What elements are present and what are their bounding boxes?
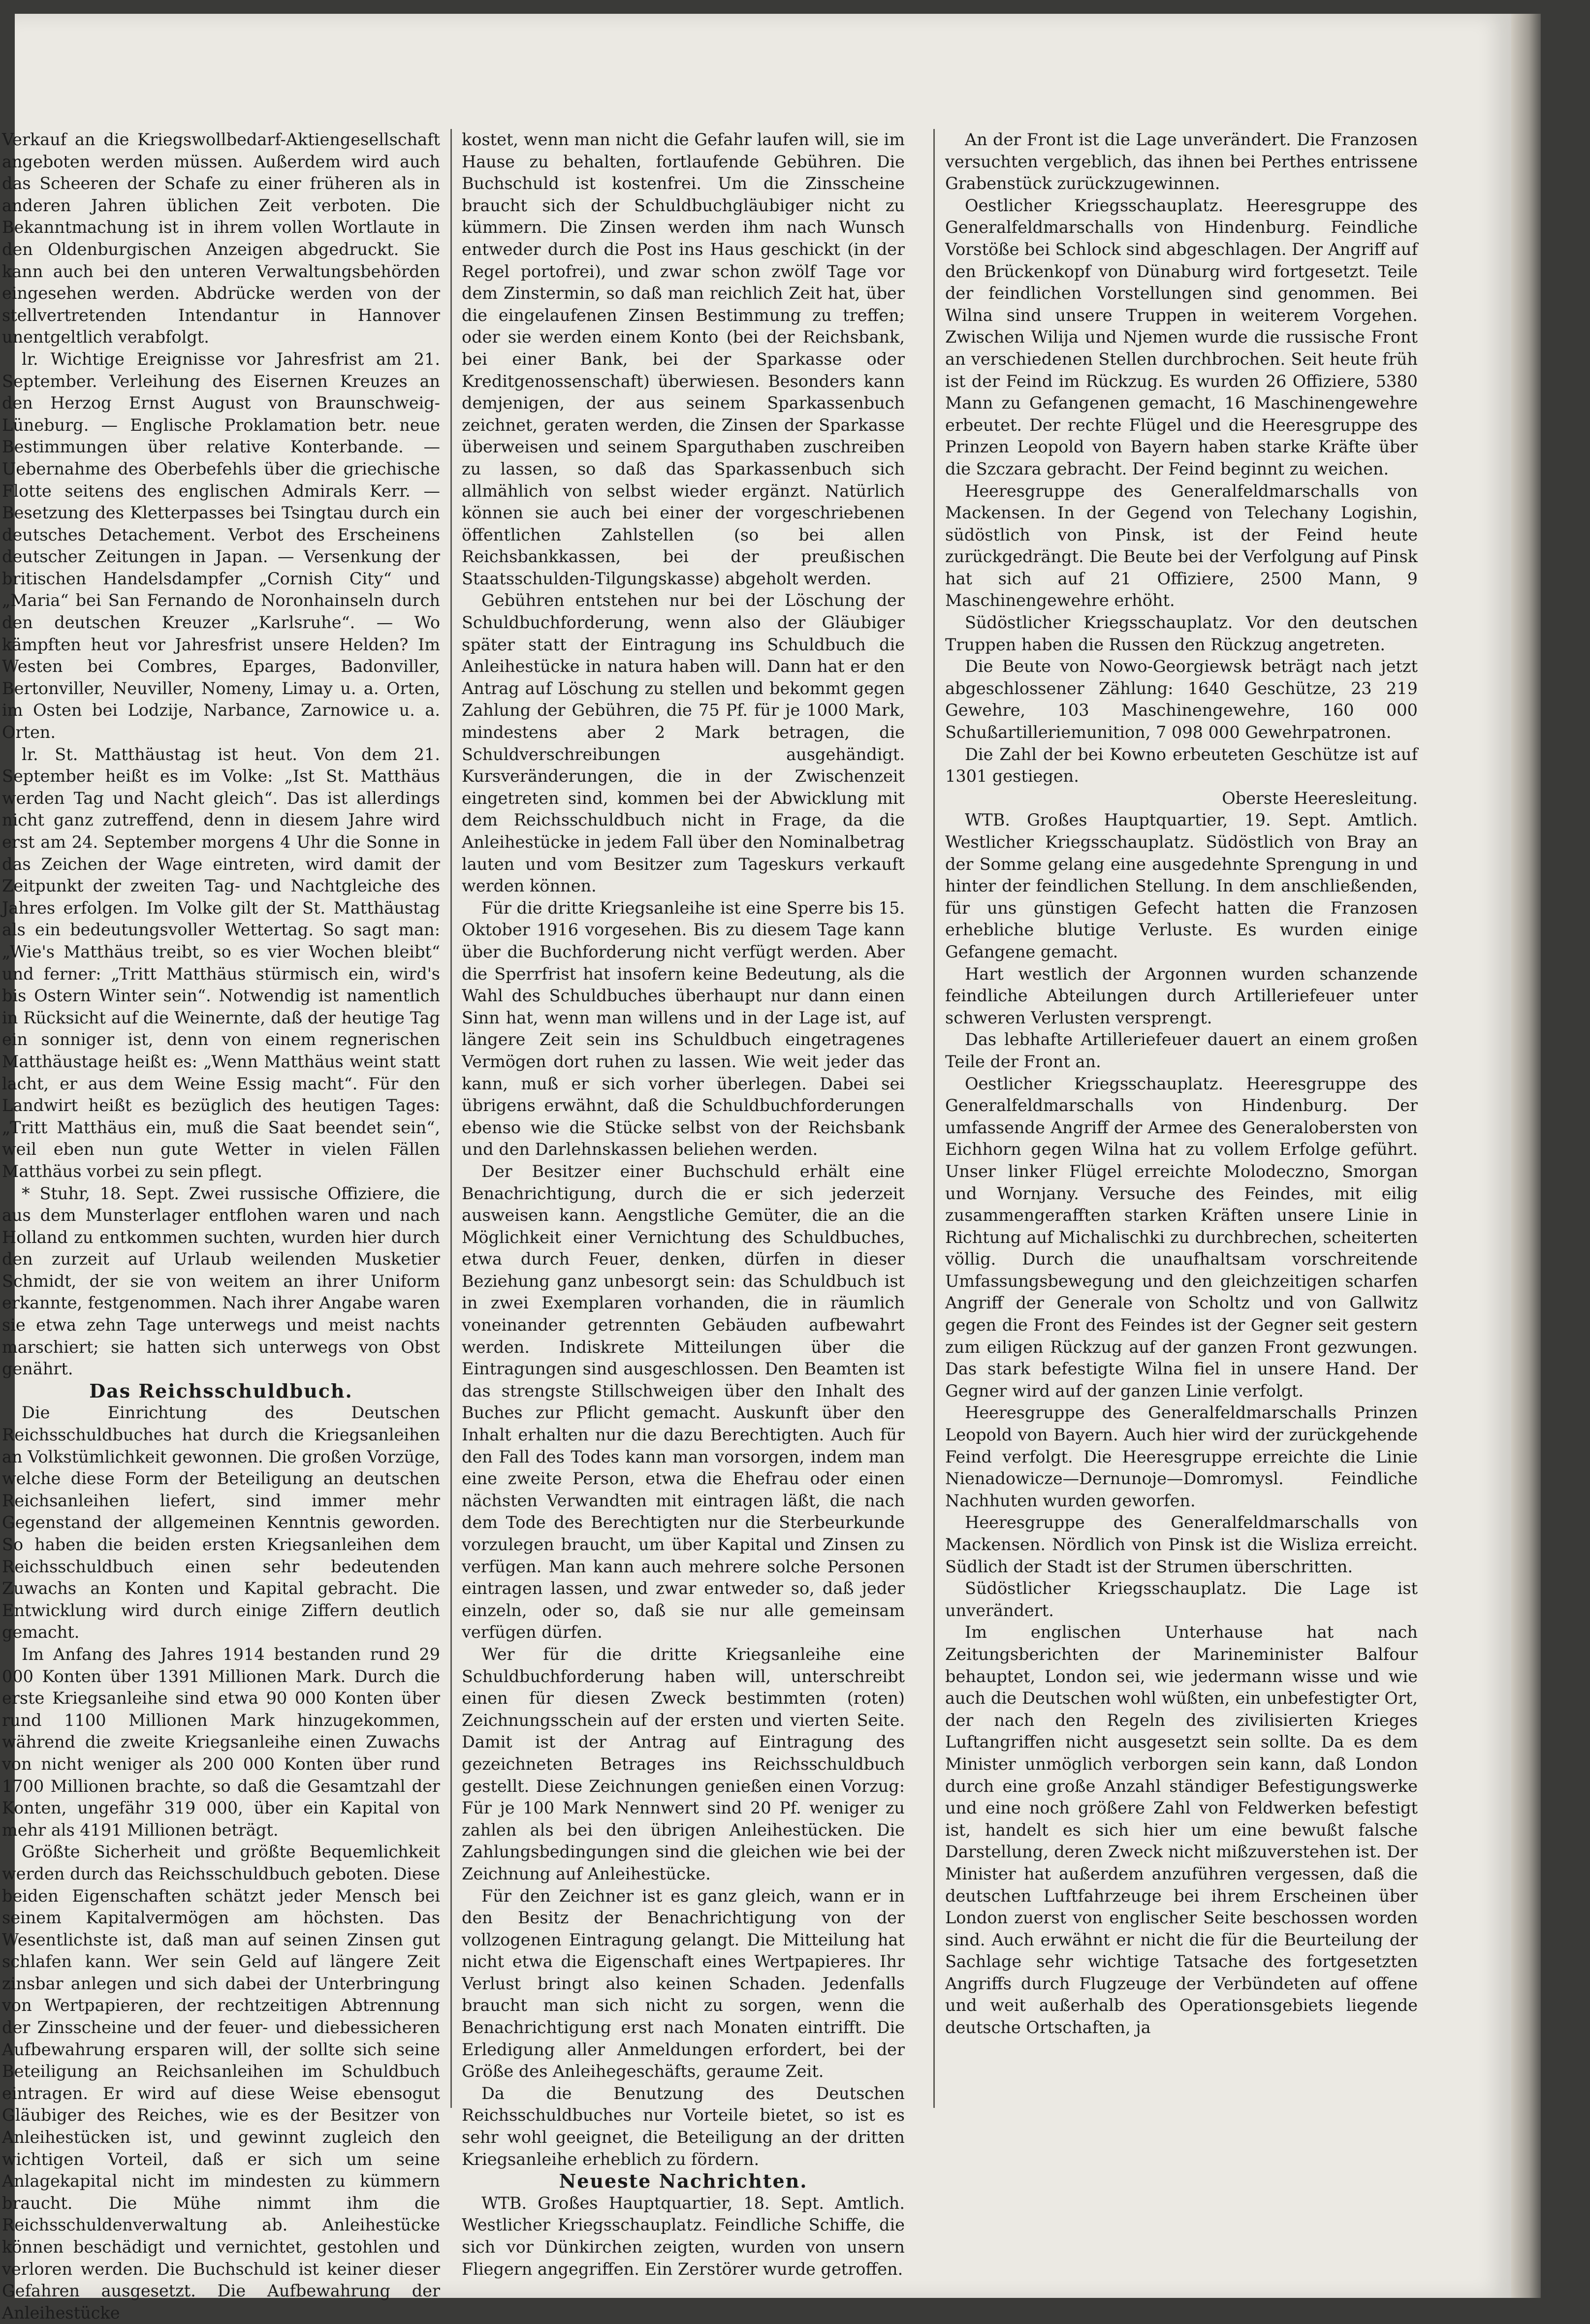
paragraph: Gebühren entstehen nur bei der Löschung der Schuldbuchforderung, wenn also der Gläubiger später statt der Eintragung ins Schuldbuch die Anleihestücke in natura haben will. Dann hat er den Antrag auf Löschung zu stellen und bekommt gegen Zahlung der Gebühren, die 75 Pf. für je 1000 Mark, mindestens aber 2 Mark betragen, die Schuldverschreibungen ausgehändigt. Kursveränderungen, die in der Zwischenzeit eingetreten sind, kommen bei der Abwicklung mit dem Reichsschuldbuch nicht in Frage, da die Anleihestücke in jedem Fall über den Nominalbetrag lauten und vom Besitzer zum Tageskurs verkauft werden können. — [462, 591, 905, 896]
paragraph: An der Front ist die Lage unverändert. Die Franzosen versuchten vergeblich, das ihnen bei Perthes entrissene Grabenstück zurückzugewinnen. — [945, 130, 1418, 193]
paragraph: Da die Benutzung des Deutschen Reichsschuldbuches nur Vorteile bietet, so ist es sehr wohl geeignet, die Beteiligung an der dritten Kriegsanleihe erheblich zu fördern. — [462, 2083, 905, 2169]
paragraph: Oestlicher Kriegsschauplatz. Heeresgruppe des Generalfeldmarschalls von Hindenburg. Der umfassende Angriff der Armee des Generalobersten von Eichhorn gegen Wilna hat zu vollem Erfolge geführt. Unser linker Flügel erreichte Molodeczno, Smorgan und Wornjany. Versuche des Feindes, mit eilig zusammengerafften starken Kräften unsere Linie in Richtung auf Michalischki zu durchbrechen, scheiterten völlig. Durch die unaufhaltsam vorschreitende Umfassungsbewegung und den gleichzeitigen scharfen Angriff der Generale von Scholtz und von Gallwitz gegen die Front des Feindes ist der Gegner seit gestern zum eiligen Rückzug auf der ganzen Front gezwungen. Das stark befestigte Wilna fiel in unsere Hand. Der Gegner wird auf der ganzen Linie verfolgt. — [945, 1074, 1418, 1401]
page-edge — [1511, 14, 1541, 2298]
column-middle — [462, 129, 905, 2280]
paragraph: Die Einrichtung des Deutschen Reichsschuldbuches hat durch die Kriegsanleihen an Volkstümlichkeit gewonnen. Die großen Vorzüge, welche diese Form der Beteiligung an deutschen Reichsanleihen liefert, sind immer mehr Gegenstand der allgemeinen Kenntnis geworden. So haben die beiden ersten Kriegsanleihen dem Reichsschuldbuch einen sehr bedeutenden Zuwachs an Konten und Kapital gebracht. Die Entwicklung wird durch einige Ziffern deutlich gemacht. — [2, 1403, 440, 1642]
paragraph: Das lebhafte Artilleriefeuer dauert an einem großen Teile der Front an. — [945, 1030, 1418, 1071]
paragraph: Heeresgruppe des Generalfeldmarschalls von Mackensen. Nördlich von Pinsk ist die Wisliza erreicht. Südlich der Stadt ist der Strumen überschritten. — [945, 1513, 1418, 1576]
column-right — [945, 129, 1418, 2039]
paragraph: Für die dritte Kriegsanleihe ist eine Sperre bis 15. Oktober 1916 vorgesehen. Bis zu diesem Tage kann über die Buchforderung nicht verfügt werden. Aber die Sperrfrist hat insofern keine Bedeutung, als die Wahl des Schuldbuches überhaupt nur dann einen Sinn hat, wenn man willens und in der Lage ist, auf längere Zeit sein ins Schuldbuch eingetragenes Vermögen dort ruhen zu lassen. Wie weit jeder das kann, muß er sich vorher überlegen. Dabei sei übrigens erwähnt, daß die Schuldbuchforderungen ebenso wie die Stücke selbst von der Reichsbank und den Darlehnskassen beliehen werden. — [462, 898, 905, 1159]
paragraph: kostet, wenn man nicht die Gefahr laufen will, sie im Hause zu behalten, fortlaufende Gebühren. Die Buchschuld ist kostenfrei. Um die Zinsscheine braucht sich der Schuldbuchgläubiger nicht zu kümmern. Die Zinsen werden ihm nach Wunsch entweder durch die Post ins Haus geschickt (in der Regel portofrei), und zwar schon zwölf Tage vor dem Zinstermin, so daß man reichlich Zeit hat, über die eingelaufenen Zinsen Bestimmung zu treffen; oder sie werden einem Konto (bei der Reichsbank, bei einer Bank, bei der Sparkasse oder Kreditgenossenschaft) überwiesen. Besonders kann demjenigen, der aus seinem Sparkassenbuch zeichnet, geraten werden, die Zinsen der Sparkasse überweisen und seinem Sparguthaben zuschreiben zu lassen, so daß das Sparkassenbuch sich allmählich von selbst wieder ergänzt. Natürlich können sie auch bei einer der vorgeschriebenen öffentlichen Zahlstellen (so bei allen Reichsbankkassen, bei der preußischen Staatsschulden-Tilgungskasse) abgeholt werden. — [462, 130, 905, 588]
paragraph: Im Anfang des Jahres 1914 bestanden rund 29 000 Konten über 1391 Millionen Mark. Durch die erste Kriegsanleihe sind etwa 90 000 Konten über rund 1100 Millionen Mark hinzugekommen, während die zweite Kriegsanleihe einen Zuwachs von nicht weniger als 200 000 Konten über rund 1700 Millionen brachte, so daß die Gesamtzahl der Konten, ungefähr 319 000, über ein Kapital von mehr als 4191 Millionen beträgt. — [2, 1644, 440, 1840]
paragraph: lr. St. Matthäustag ist heut. Von dem 21. September heißt es im Volke: „Ist St. Matthäus werden Tag und Nacht gleich“. Das ist allerdings nicht ganz zutreffend, denn in diesem Jahre wird erst am 24. September morgens 4 Uhr die Sonne in das Zeichen der Wage eintreten, wird damit der Zeitpunkt der zweiten Tag- und Nachtgleiche des Jahres erfolgen. Im Volke gilt der St. Matthäustag als ein bedeutungsvoller Wettertag. So sagt man: „Wie's Matthäus treibt, so es vier Wochen bleibt“ und ferner: „Tritt Matthäus stürmisch ein, wird's bis Ostern Winter sein“. Notwendig ist namentlich in Rücksicht auf die Weinernte, daß der heutige Tag ein sonniger ist, denn von einem regnerischen Matthäustage heißt es: „Wenn Matthäus weint statt lacht, er aus dem Weine Essig macht“. Für den Landwirt heißt es bezüglich des heutigen Tages: „Tritt Matthäus ein, muß die Saat beendet sein“, weil eben nun gute Wetter in vielen Fällen Matthäus vorbei zu sein pflegt. — [2, 744, 440, 1181]
paragraph: Südöstlicher Kriegsschauplatz. Vor den deutschen Truppen haben die Russen den Rückzug angetreten. — [945, 613, 1418, 654]
paragraph: Größte Sicherheit und größte Bequemlichkeit werden durch das Reichsschuldbuch geboten. Diese beiden Eigenschaften schätzt jeder Mensch bei seinem Kapitalvermögen am höchsten. Das Wesentlichste ist, daß man auf seinen Zinsen gut schlafen kann. Wer sein Geld auf längere Zeit zinsbar anlegen und sich dabei der Unterbringung von Wertpapieren, der rechtzeitigen Abtrennung der Zinsscheine und der feuer- und diebessicheren Aufbewahrung ersparen will, der sollte sich seine Beteiligung an Reichsanleihen im Schuldbuch eintragen. Er wird auf diese Weise ebensogut Gläubiger des Reiches, wie es der Besitzer von Anleihestücken ist, und gewinnt zugleich den wichtigen Vorteil, daß er sich um seine Anlagekapital nicht im mindesten zu kümmern braucht. Die Mühe nimmt ihm die Reichsschuldenverwaltung ab. Anleihestücke können beschädigt und vernichtet, gestohlen und verloren werden. Die Buchschuld ist keiner dieser Gefahren ausgesetzt. Die Aufbewahrung der Anleihestücke — [2, 1842, 440, 2323]
paragraph: Die Beute von Nowo-Georgiewsk beträgt nach jetzt abgeschlossener Zählung: 1640 Geschütze, 23 219 Gewehre, 103 Maschinengewehre, 160 000 Schußartilleriemunition, 7 098 000 Gewehrpatronen. — [945, 657, 1418, 742]
paragraph: Oestlicher Kriegsschauplatz. Heeresgruppe des Generalfeldmarschalls von Hindenburg. Feindliche Vorstöße bei Schlock sind abgeschlagen. Der Angriff auf den Brückenkopf von Dünaburg wird fortgesetzt. Teile der feindlichen Vorstellungen sind genommen. Bei Wilna sind unsere Truppen in weiterem Vorgehen. Zwischen Wilija und Njemen wurde die russische Front an verschiedenen Stellen durchbrochen. Seit heute früh ist der Feind im Rückzug. Es wurden 26 Offiziere, 5380 Mann zu Gefangenen gemacht, 16 Maschinengewehre erbeutet. Der rechte Flügel und die Heeresgruppe des Prinzen Leopold von Bayern haben starke Kräfte über die Szczara gebracht. Der Feind beginnt zu weichen. — [945, 195, 1418, 478]
paragraph: * Stuhr, 18. Sept. Zwei russische Offiziere, die aus dem Munsterlager entflohen waren und nach Holland zu entkommen suchten, wurden hier durch den zurzeit auf Urlaub weilenden Musketier Schmidt, der sie von weitem an ihrer Uniform erkannte, festgenommen. Nach ihrer Angabe waren sie etwa zehn Tage unterwegs und meist nachts marschiert; sie hatten sich unterwegs von Obst genährt. — [2, 1183, 440, 1379]
paragraph: Für den Zeichner ist es ganz gleich, wann er in den Besitz der Benachrichtigung von der vollzogenen Eintragung gelangt. Die Mitteilung hat nicht etwa die Eigenschaft eines Wertpapieres. Ihr Verlust bringt also keinen Schaden. Jedenfalls braucht man sich nicht zu sorgen, wenn die Benachrichtigung erst nach Monaten eintrifft. Die Erledigung aller Anmeldungen erfordert, bei der Größe des Anleihegeschäfts, geraume Zeit. — [462, 1886, 905, 2081]
paragraph: Hart westlich der Argonnen wurden schanzende feindliche Abteilungen durch Artilleriefeuer unter schweren Verlusten versprengt. — [945, 964, 1418, 1027]
paragraph: WTB. Großes Hauptquartier, 18. Sept. Amtlich. Westlicher Kriegsschauplatz. Feindliche Schiffe, die sich vor Dünkirchen zeigten, wurden von unsern Fliegern angegriffen. Ein Zerstörer wurde getroffen. — [462, 2193, 905, 2279]
paragraph: Heeresgruppe des Generalfeldmarschalls von Mackensen. In der Gegend von Telechany Logishin, südöstlich von Pinsk, ist der Feind heute zurückgedrängt. Die Beute bei der Verfolgung auf Pinsk hat sich auf 21 Offiziere, 2500 Mann, 9 Maschinengewehre erhöht. — [945, 481, 1418, 610]
paragraph: Verkauf an die Kriegswollbedarf-Aktiengesellschaft angeboten werden müssen. Außerdem wird auch das Scheeren der Schafe zu einer früheren als in anderen Jahren üblichen Zeit verboten. Die Bekanntmachung ist in ihrem vollen Wortlaute in den Oldenburgischen Anzeigen abgedruckt. Sie kann auch bei den unteren Verwaltungsbehörden eingesehen werden. Abdrücke werden von der stellvertretenden Intendantur in Hannover unentgeltlich verabfolgt. — [2, 130, 440, 347]
paragraph: lr. Wichtige Ereignisse vor Jahresfrist am 21. September. Verleihung des Eisernen Kreuzes an den Herzog Ernst August von Braunschweig-Lüneburg. — Englische Proklamation betr. neue Bestimmungen über relative Konterbande. — Uebernahme des Oberbefehls über die griechische Flotte seitens des englischen Admirals Kerr. — Besetzung des Kletterpasses bei Tsingtau durch ein deutsches Detachement. Verbot des Erscheinens deutscher Zeitungen in Japan. — Versenkung der britischen Handelsdampfer „Cornish City“ und „Maria“ bei San Fernando de Noronhainseln durch den deutschen Kreuzer „Karlsruhe“. — Wo kämpften heut vor Jahresfrist unsere Helden? Im Westen bei Combres, Eparges, Badonviller, Bertonviller, Neuviller, Nomeny, Limay u. a. Orten, im Osten bei Lodzije, Narbance, Zarnowice u. a. Orten. — [2, 349, 440, 742]
paragraph: Die Zahl der bei Kowno erbeuteten Geschütze ist auf 1301 gestiegen. — [945, 744, 1418, 786]
column-rule-1 — [450, 129, 452, 2108]
paragraph: Heeresgruppe des Generalfeldmarschalls Prinzen Leopold von Bayern. Auch hier wird der zurückgehende Feind verfolgt. Die Heeresgruppe erreichte die Linie Nienadowicze—Dernunoje—Domromysl. Feindliche Nachhuten wurden geworfen. — [945, 1403, 1418, 1510]
paragraph: Im englischen Unterhause hat nach Zeitungsberichten der Marineminister Balfour behauptet, London sei, wie jedermann wisse und wie auch die Deutschen wohl wüßten, ein unbefestigter Ort, der nach den Regeln des zivilisierten Krieges Luftangriffen nicht ausgesetzt sein sollte. Da es dem Minister unmöglich verborgen sein kann, daß London durch eine große Anzahl ständiger Befestigungswerke und eine noch größere Zahl von Feldwerken befestigt ist, handelt es sich hier um eine bewußt falsche Darstellung, deren Zweck nicht mißzuverstehen ist. Der Minister hat außerdem anzuführen vergessen, daß die deutschen Luftfahrzeuge bei ihrem Erscheinen über London zuerst von englischer Seite beschossen worden sind. Auch erwähnt er nicht die für die Beurteilung der Sachlage sehr wichtige Tatsache des fortgesetzten Angriffs durch Flugzeuge der Verbündeten auf offene und weit außerhalb des Operationsgebiets liegende deutsche Ortschaften, ja — [945, 1623, 1418, 2037]
section-heading: Neueste Nachrichten. — [559, 2170, 808, 2193]
article-heading: Das Reichsschuldbuch. — [89, 1379, 353, 1402]
column-rule-2 — [933, 129, 935, 2108]
paragraph: Südöstlicher Kriegsschauplatz. Die Lage ist unverändert. — [945, 1579, 1418, 1620]
column-left — [2, 129, 440, 2324]
paragraph: Wer für die dritte Kriegsanleihe eine Schuldbuchforderung haben will, unterschreibt einen für diesen Zweck bestimmten (roten) Zeichnungsschein auf der ersten und vierten Seite. Damit ist der Antrag auf Eintragung des gezeichneten Betrages ins Reichsschuldbuch gestellt. Diese Zeichnungen genießen einen Vorzug: Für je 100 Mark Nennwert sind 20 Pf. weniger zu zahlen als bei den übrigen Anleihestücken. Die Zahlungsbedingungen sind die gleichen wie bei der Zeichnung auf Anleihestücke. — [462, 1644, 905, 1883]
paragraph: Der Besitzer einer Buchschuld erhält eine Benachrichtigung, durch die er sich jederzeit ausweisen kann. Aengstliche Gemüter, die an die Möglichkeit einer Vernichtung des Schuldbuches, etwa durch Feuer, denken, dürfen in dieser Beziehung ganz unbesorgt sein: das Schuldbuch ist in zwei Exemplaren vorhanden, die in räumlich voneinander getrennten Gebäuden aufbewahrt werden. Indiskrete Mitteilungen über die Eintragungen sind ausgeschlossen. Den Beamten ist das strengste Stillschweigen über den Inhalt des Buches zur Pflicht gemacht. Auskunft über den Inhalt erhalten nur die dazu Berechtigten. Auch für den Fall des Todes kann man vorsorgen, indem man eine zweite Person, etwa die Ehefrau oder einen nächsten Verwandten mit eintragen läßt, die nach dem Tode des Berechtigten nur die Sterbeurkunde vorzulegen braucht, um über Kapital und Zinsen zu verfügen. Man kann auch mehrere solche Personen eintragen lassen, und zwar entweder so, daß jeder einzeln, oder so, daß sie nur alle gemeinsam verfügen dürfen. — [462, 1161, 905, 1642]
signature: Oberste Heeresleitung. — [1222, 788, 1418, 808]
paragraph: WTB. Großes Hauptquartier, 19. Sept. Amtlich. Westlicher Kriegsschauplatz. Südöstlich von Bray an der Somme gelang eine ausgedehnte Sprengung in und hinter der feindlichen Stellung. In dem anschließenden, für uns günstigen Gefecht hatten die Franzosen erhebliche blutige Verluste. Es wurden einige Gefangene gemacht. — [945, 810, 1418, 961]
